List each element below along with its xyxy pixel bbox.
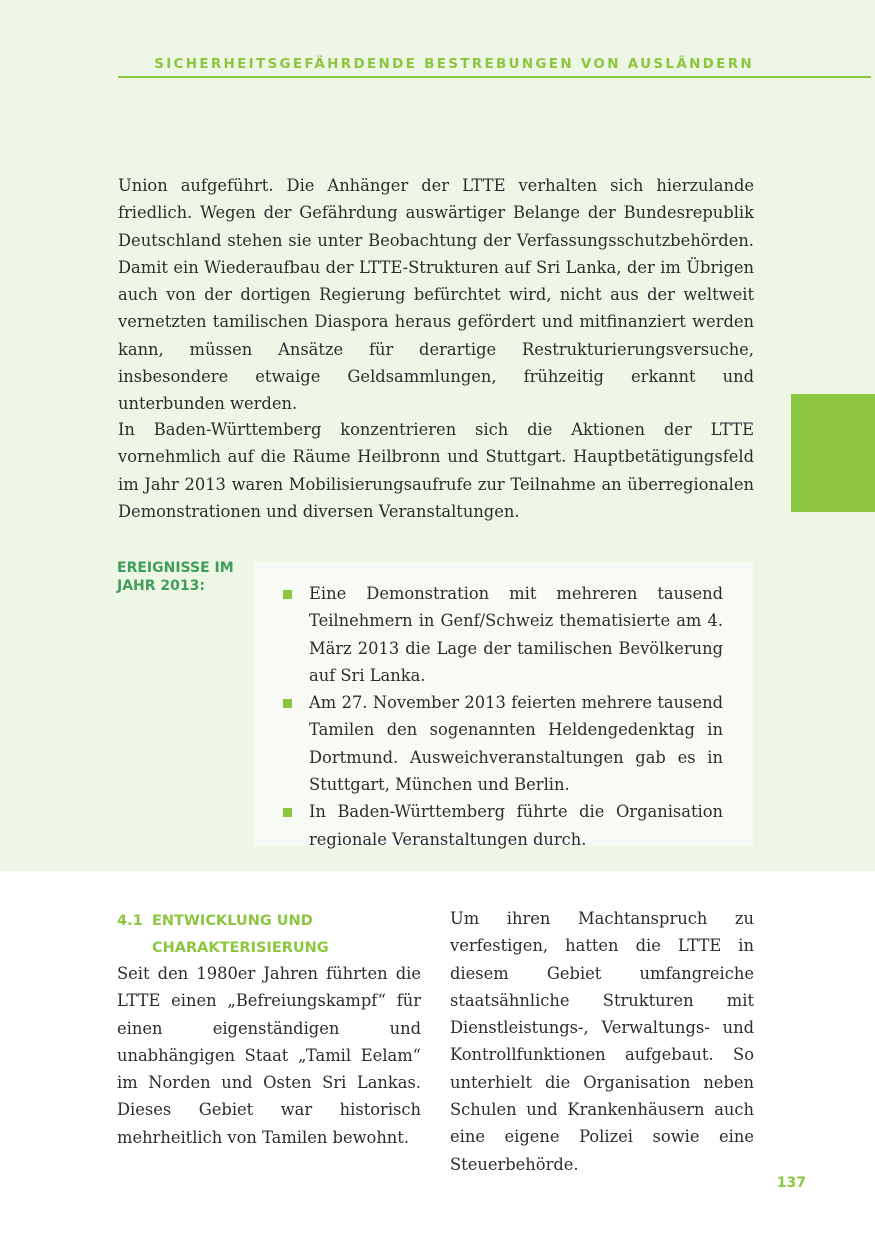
chapter-thumb-tab [791,394,875,512]
page-number: 137 [776,1175,806,1191]
list-item [309,689,723,798]
events-list [309,580,723,853]
section-number: 4.1 [117,913,143,929]
event-text: Am 27. November 2013 feierten mehrere tausend Tamilen den sogenannten Heldengedenktag in Dortmund. Ausweichveranstaltungen gab es in Stuttgart, München und Berlin. [309,693,723,795]
running-header: SICHERHEITSGEFÄHRDENDE BESTREBUNGEN VON AUSLÄNDERN [154,56,754,72]
section-left-column: Seit den 1980er Jahren führten die LTTE einen „Befreiungskampf“ für einen eigenständigen und unabhängigen Staat „Tamil Eelam“ im Norden und Osten Sri Lankas. Dieses Gebiet war historisch mehrheitlich von Tamilen bewohnt. [117,964,421,1147]
bullet-square-icon [283,808,292,817]
bullet-square-icon [283,590,292,599]
bullet-square-icon [283,699,292,708]
list-item [309,798,723,853]
event-text: In Baden-Württemberg führte die Organisation regionale Veranstaltungen durch. [309,802,723,849]
list-item [309,580,723,689]
section-right-column: Um ihren Machtanspruch zu verfestigen, hatten die LTTE in diesem Gebiet umfangreiche staatsähnliche Strukturen mit Dienstleistungs-, Verwaltungs- und Kontrollfunktionen aufgebaut. So unterhielt die Organisation neben Schulen und Krankenhäusern auch eine eigene Polizei sowie eine Steuerbehörde. [450,909,754,1174]
intro-paragraph-2: In Baden-Württemberg konzentrieren sich die Aktionen der LTTE vornehmlich auf die Räume Heilbronn und Stuttgart. Hauptbetätigungsfeld im Jahr 2013 waren Mobilisierungsaufrufe zur Teilnahme an überregionalen Demonstrationen und diversen Veranstaltungen. [118,420,754,521]
section-title-line-1: ENTWICKLUNG UND [152,913,313,929]
events-label-line-1: EREIGNISSE IM [117,560,234,576]
events-sidebar-label [117,559,252,595]
section-heading [117,908,427,963]
header-rule [118,76,871,78]
section-title-line-2: CHARAKTERISIERUNG [152,940,329,957]
event-text: Eine Demonstration mit mehreren tausend Teilnehmern in Genf/Schweiz thematisierte am 4. März 2013 die Lage der tamilischen Bevölkerung auf Sri Lanka. [309,584,723,685]
events-box [254,562,753,849]
events-label-line-2: JAHR 2013: [117,578,205,594]
intro-paragraph-1: Union aufgeführt. Die Anhänger der LTTE verhalten sich hierzulande friedlich. Wegen der Gefährdung auswärtiger Belange der Bundesrepublik Deutschland stehen sie unter Beobachtung der Verfassungsschutzbehörden. Damit ein Wiederaufbau der LTTE-Strukturen auf Sri Lanka, der im Übrigen auch von der dortigen Regierung befürchtet wird, nicht aus der weltweit vernetzten tamilischen Diaspora heraus gefördert und mitfinanziert werden kann, müssen Ansätze für derartige Restrukturierungsversuche, insbesondere etwaige Geldsammlungen, frühzeitig erkannt und unterbunden werden. [118,176,754,414]
